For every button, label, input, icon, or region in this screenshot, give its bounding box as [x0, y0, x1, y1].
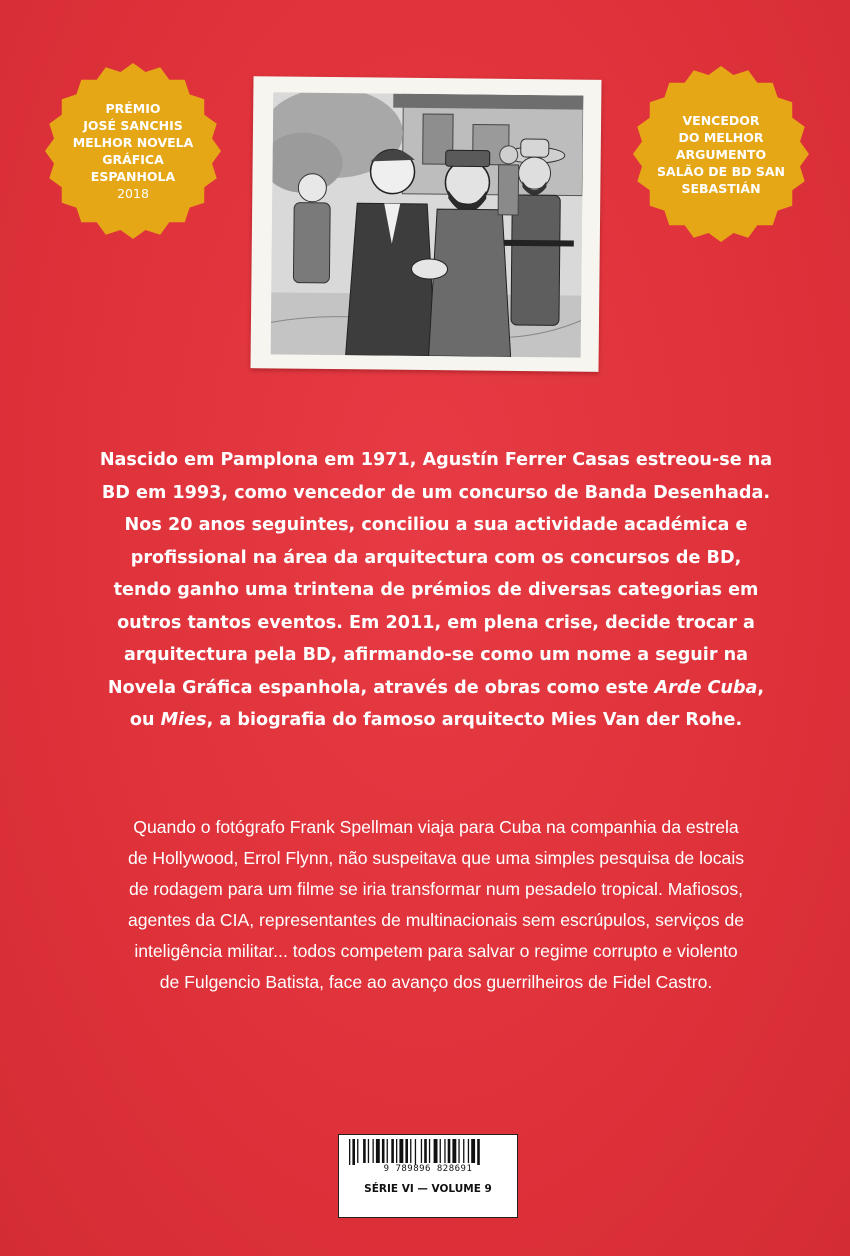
bio-line: [96, 672, 776, 705]
barcode-bar: [396, 1139, 397, 1163]
seal-line: ESPANHOLA: [90, 169, 176, 184]
seal-line: GRÁFICA: [102, 152, 164, 167]
bio-text: ou: [129, 710, 161, 730]
seal-line: SEBASTIÁN: [681, 180, 761, 196]
seal-line: DO MELHOR: [678, 129, 764, 145]
barcode-bar: [471, 1139, 475, 1163]
barcode-bar: [440, 1139, 441, 1163]
bio-text: Novela Gráfica espanhola, através de obras como este: [107, 677, 655, 698]
bio-line: BD em 1993, como vencedor de um concurso de Banda Desenhada.: [101, 482, 771, 503]
award-seal-text: [646, 79, 796, 229]
synopsis-line: inteligência militar... todos competem para salvar o regime corrupto e violento: [134, 941, 738, 961]
synopsis-line: de rodagem para um filme se iria transformar num pesadelo tropical. Mafiosos,: [128, 879, 744, 899]
barcode-bar: [452, 1139, 456, 1163]
bio-text: , a biografia do famoso arquitecto Mies Van der Rohe.: [206, 710, 743, 730]
bio-text: ,: [757, 677, 765, 698]
barcode-bar: [429, 1139, 430, 1163]
seal-line: SALÃO DE BD SAN: [657, 163, 785, 179]
bio-line: profissional na área da arquitectura com os concursos de BD,: [130, 547, 742, 568]
synopsis-line: agentes da CIA, representantes de multinacionais sem escrúpulos, serviços de: [127, 910, 745, 930]
bio-line: arquitectura pela BD, afirmando-se como um nome a seguir na: [123, 645, 749, 665]
barcode-bar: [352, 1139, 355, 1165]
synopsis-line: Quando o fotógrafo Frank Spellman viaja para Cuba na companhia da estrela: [133, 817, 739, 837]
comic-panel-photo: [250, 76, 601, 372]
isbn-barcode-box: [338, 1134, 518, 1218]
barcode-bar: [477, 1139, 480, 1165]
award-seal-jose-sanchis: [44, 62, 222, 240]
seal-line: MELHOR NOVELA: [72, 135, 194, 150]
isbn-number: 9 789896 828691: [383, 1164, 473, 1174]
synopsis-line: de Fulgencio Batista, face ao avanço dos guerrilheiros de Fidel Castro.: [159, 972, 713, 992]
bio-line: [96, 704, 776, 737]
barcode-bar: [405, 1139, 408, 1163]
barcode-bar: [376, 1139, 380, 1163]
bio-line: tendo ganho uma trintena de prémios de diversas categorias em: [113, 580, 759, 600]
comic-panel-illustration: [271, 92, 584, 357]
seal-year: 2018: [117, 186, 149, 201]
bio-line: Nos 20 anos seguintes, conciliou a sua actividade académica e: [124, 515, 748, 535]
barcode-bar: [415, 1139, 416, 1165]
bio-line: Nascido em Pamplona em 1971, Agustín Ferrer Casas estreou-se na: [99, 450, 773, 470]
barcode-bar: [468, 1139, 469, 1163]
barcode-bar: [373, 1139, 374, 1163]
award-seal-text: [58, 76, 208, 226]
barcode-bar: [387, 1139, 388, 1163]
barcode-bar: [434, 1139, 438, 1163]
book-synopsis: [96, 812, 776, 998]
barcode-bar: [410, 1139, 411, 1163]
book-title-arde-cuba: Arde Cuba: [654, 677, 758, 698]
barcode-bar: [463, 1139, 464, 1163]
barcode-bar: [458, 1139, 459, 1163]
barcode-bar: [382, 1139, 385, 1163]
barcode-bar: [363, 1139, 366, 1163]
seal-line: JOSÉ SANCHIS: [83, 118, 183, 133]
barcode-bar: [349, 1139, 350, 1165]
barcode-bar: [421, 1139, 422, 1163]
seal-line: VENCEDOR: [682, 112, 760, 128]
author-biography: [96, 444, 776, 737]
barcode-bar: [424, 1139, 427, 1163]
book-title-mies: Mies: [160, 710, 207, 730]
barcode-bar: [399, 1139, 403, 1163]
barcode-bar: [448, 1139, 451, 1163]
bio-line: outros tantos eventos. Em 2011, em plena crise, decide trocar a: [117, 612, 755, 633]
synopsis-line: de Hollywood, Errol Flynn, não suspeitava que uma simples pesquisa de locais: [127, 848, 745, 868]
barcode-icon: [339, 1135, 517, 1165]
barcode-bar: [444, 1139, 445, 1163]
seal-line: ARGUMENTO: [675, 146, 767, 162]
series-volume-label: SÉRIE VI — VOLUME 9: [364, 1183, 492, 1195]
barcode-bar: [357, 1139, 358, 1163]
handshake-illustration-icon: [271, 92, 584, 357]
barcode-bar: [368, 1139, 369, 1163]
seal-line: PRÉMIO: [105, 101, 161, 116]
award-seal-san-sebastian: [632, 65, 810, 243]
barcode-bar: [391, 1139, 394, 1163]
